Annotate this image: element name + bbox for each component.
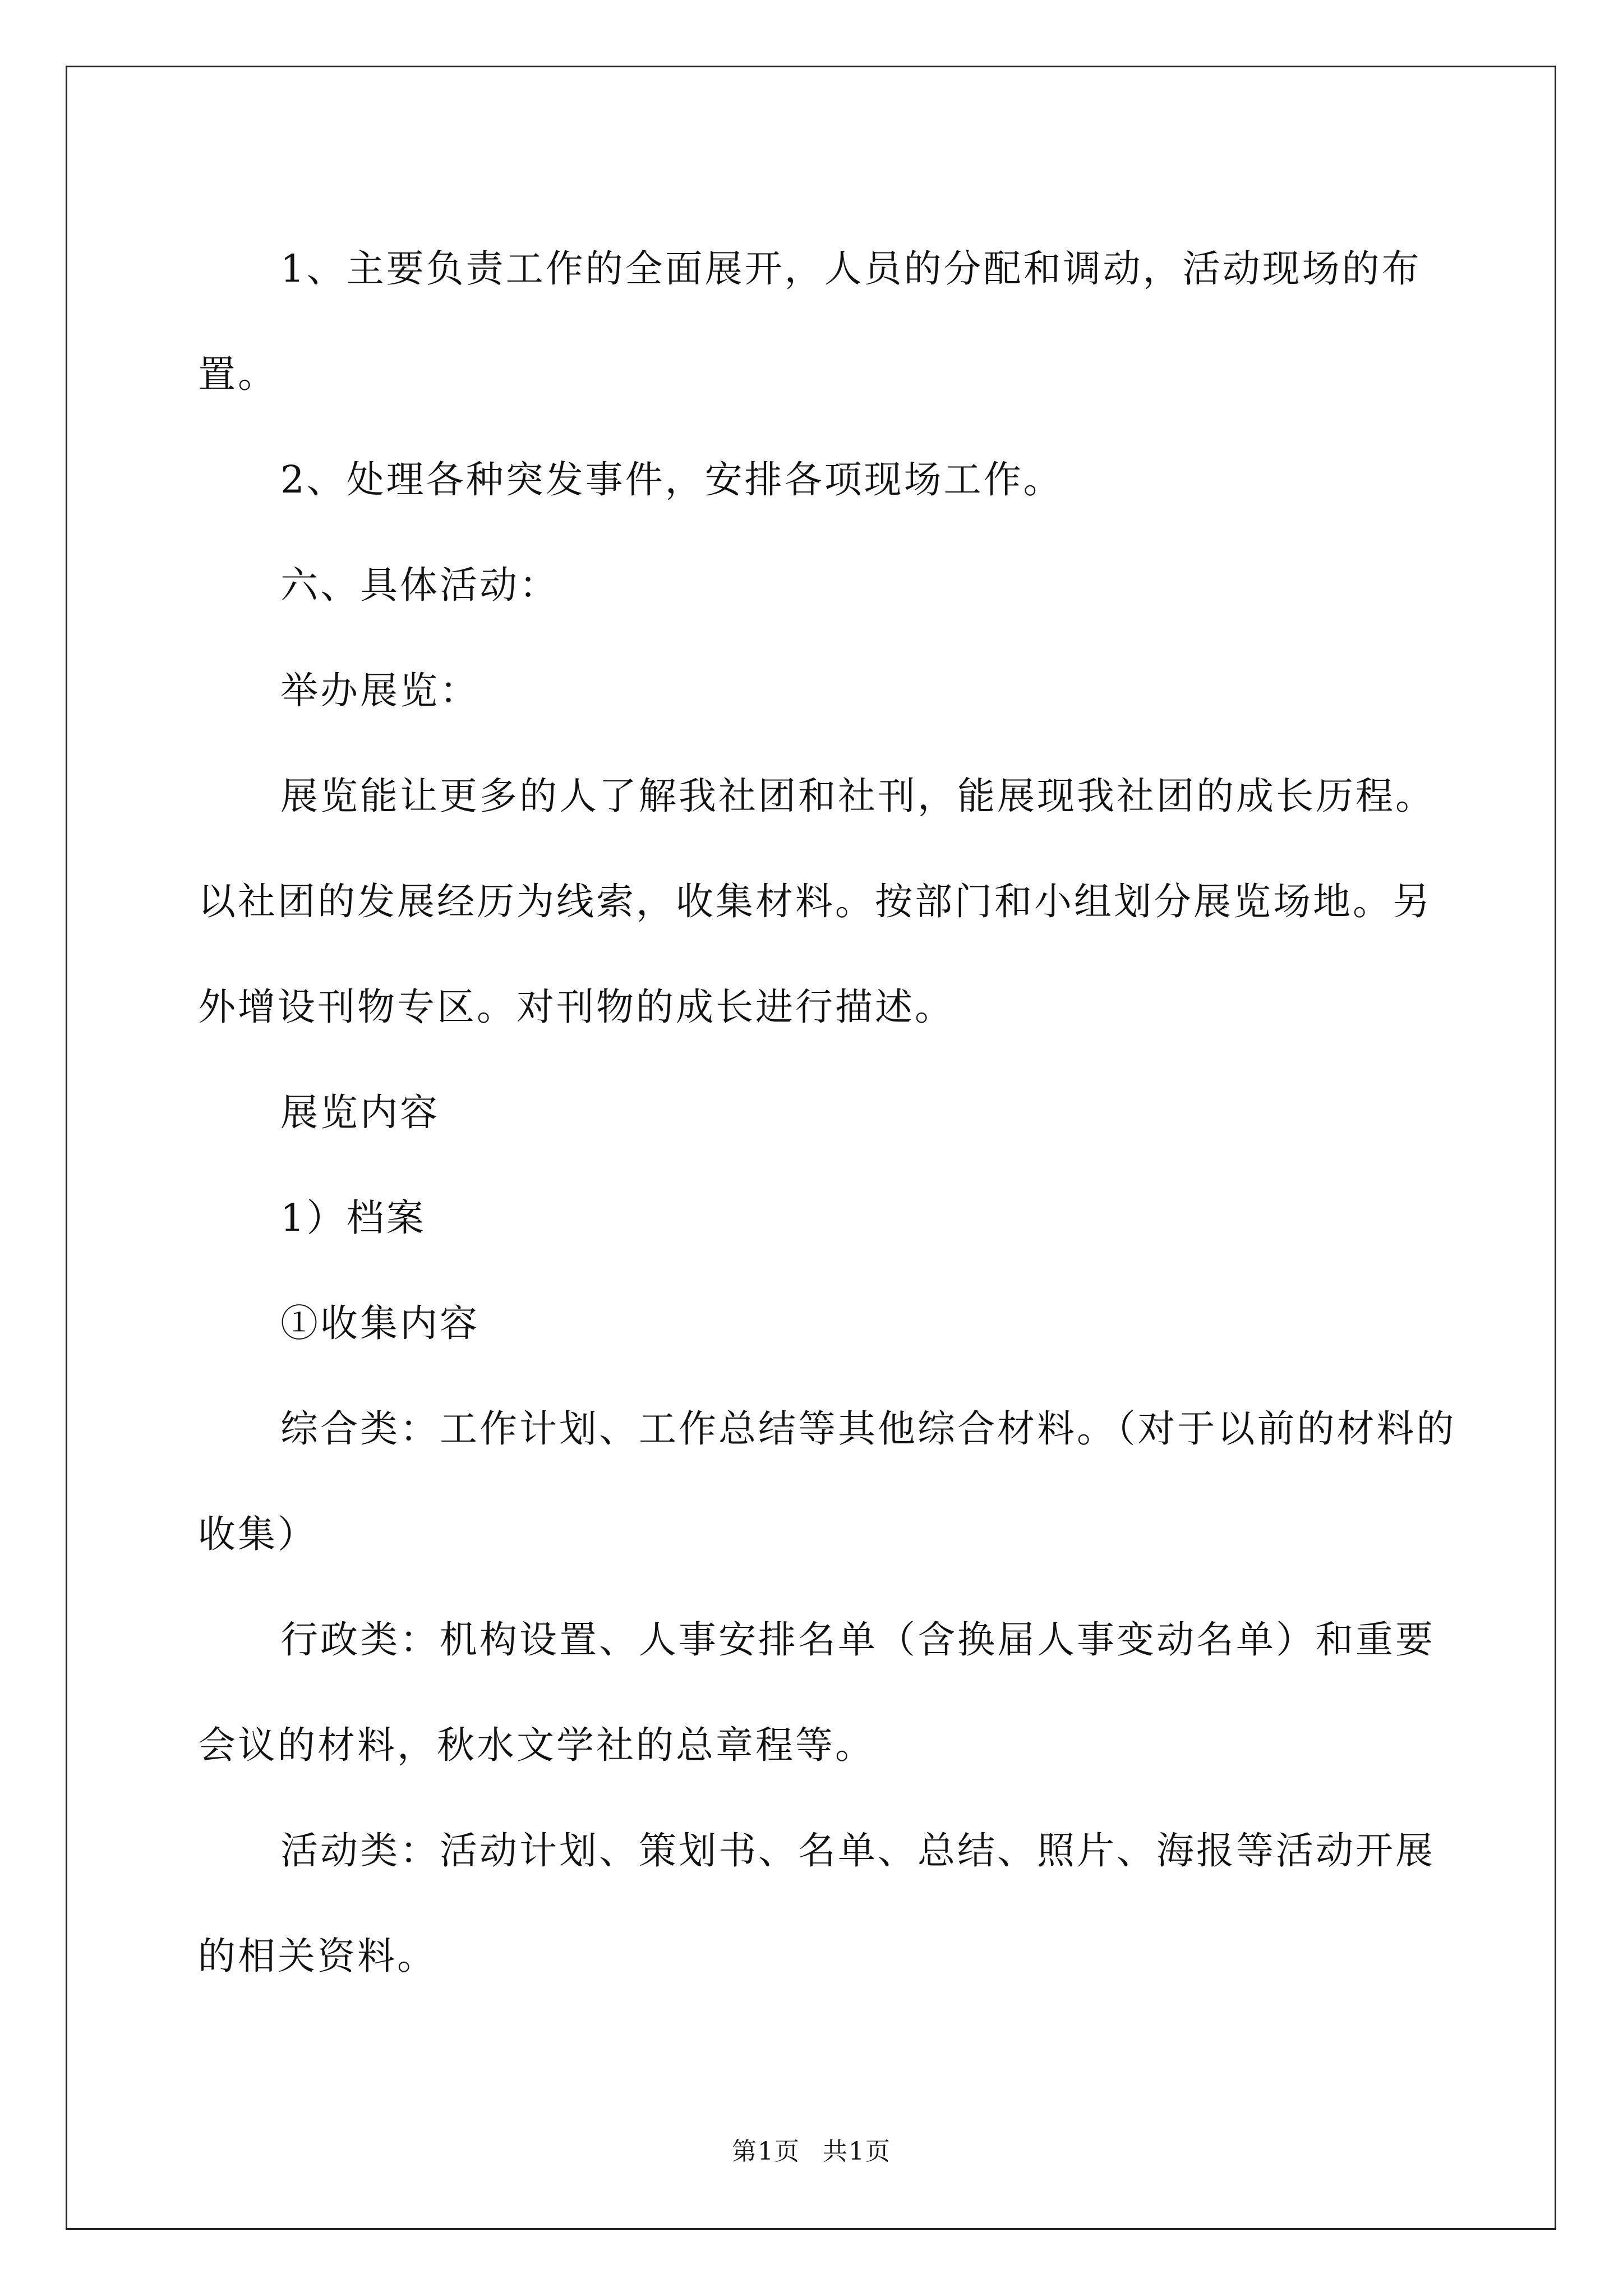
subsection-heading: 举办展览： (280, 669, 479, 712)
paragraph: 2、处理各种突发事件，安排各项现场工作。 (280, 458, 1063, 501)
document-body (198, 216, 1465, 2009)
paragraph: 1、主要负责工作的全面展开，人员的分配和调动，活动现场的布置。 (198, 247, 1422, 396)
page-number-total: 共1页 (823, 2137, 891, 2166)
list-item: 1）档案 (280, 1196, 426, 1240)
paragraph: 综合类：工作计划、工作总结等其他综合材料。（对于以前的材料的收集） (198, 1407, 1456, 1556)
page-footer (0, 2135, 1623, 2169)
page-number-current: 第1页 (732, 2137, 800, 2166)
paragraph: 活动类：活动计划、策划书、名单、总结、照片、海报等活动开展的相关资料。 (198, 1829, 1435, 1978)
section-heading: 六、具体活动： (280, 563, 559, 607)
paragraph: 行政类：机构设置、人事安排名单（含换届人事变动名单）和重要会议的材料，秋水文学社的总章程等。 (198, 1618, 1435, 1767)
subsection-heading: 展览内容 (280, 1091, 440, 1134)
paragraph: 展览能让更多的人了解我社团和社刊，能展现我社团的成长历程。以社团的发展经历为线索，收集材料。按部门和小组划分展览场地。另外增设刊物专区。对刊物的成长进行描述。 (198, 774, 1435, 1029)
list-item: ①收集内容 (280, 1301, 479, 1345)
